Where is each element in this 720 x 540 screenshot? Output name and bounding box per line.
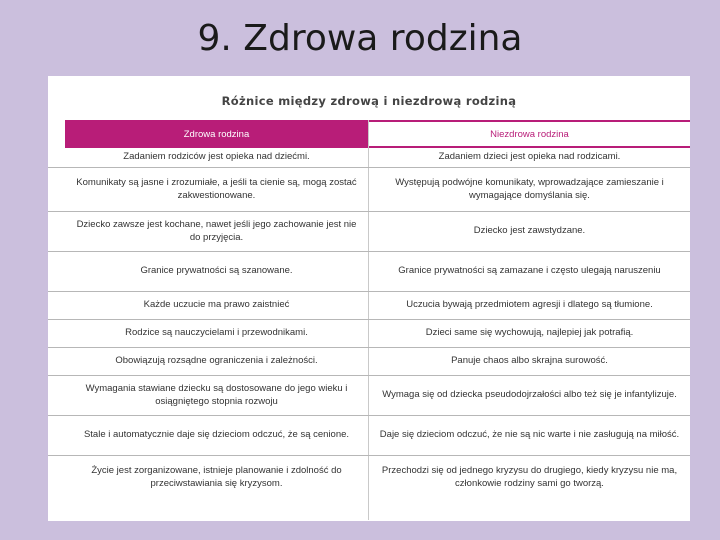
cell-healthy: Wymagania stawiane dziecku są dostosowane do jego wieku i osiągniętego stopnia rozwoju <box>85 382 348 407</box>
table-row <box>48 456 690 500</box>
cell-healthy: Życie jest zorganizowane, istnieje planowanie i zdolność do przeciwstawiania się kryzysom. <box>91 465 342 489</box>
table-row <box>48 252 690 292</box>
header-healthy-family: Zdrowa rodzina <box>65 120 368 148</box>
table-row <box>48 320 690 348</box>
table-header-row <box>48 120 690 148</box>
cell-healthy: Granice prywatności są szanowane. <box>140 265 293 277</box>
cell-healthy: Stale i automatycznie daje się dzieciom odczuć, że są cenione. <box>83 429 350 441</box>
cell-unhealthy: Dzieci same się wychowują, najlepiej jak potrafią. <box>425 327 634 339</box>
table-row <box>48 348 690 376</box>
cell-unhealthy: Zadaniem dzieci jest opieka nad rodzicami. <box>438 151 621 163</box>
table-row <box>48 168 690 212</box>
cell-healthy: Zadaniem rodziców jest opieka nad dziećmi. <box>123 151 310 163</box>
table-row <box>48 292 690 320</box>
cell-healthy: Obowiązują rozsądne ograniczenia i zależności. <box>115 355 318 367</box>
cell-unhealthy: Wymaga się od dziecka pseudodojrzałości albo też się je infantylizuje. <box>382 389 677 401</box>
cell-unhealthy: Granice prywatności są zamazane i często ulegają naruszeniu <box>398 265 661 277</box>
slide-title: 9. Zdrowa rodzina <box>197 18 523 59</box>
header-unhealthy-family: Niezdrowa rodzina <box>369 120 690 148</box>
table-panel <box>48 76 690 521</box>
cell-unhealthy: Występują podwójne komunikaty, wprowadzające zamieszanie i wymagające domyślania się. <box>395 176 664 201</box>
cell-unhealthy: Przechodzi się od jednego kryzysu do drugiego, kiedy kryzysu nie ma, członkowie rodziny sami go tworzą. <box>381 465 678 489</box>
cell-healthy: Dziecko zawsze jest kochane, nawet jeśli jego zachowanie jest nie do przyjęcia. <box>76 218 357 243</box>
cell-unhealthy: Daje się dzieciom odczuć, że nie są nic warte i nie zasługują na miłość. <box>379 429 680 441</box>
cell-healthy: Komunikaty są jasne i zrozumiałe, a jeśli ta cienie są, mogą zostać zakwestionowane. <box>76 176 357 201</box>
cell-healthy: Rodzice są nauczycielami i przewodnikami. <box>125 327 308 339</box>
cell-unhealthy: Uczucia bywają przedmiotem agresji i dlatego są tłumione. <box>406 299 653 311</box>
cell-unhealthy: Panuje chaos albo skrajna surowość. <box>451 355 608 367</box>
table-body <box>48 148 690 500</box>
cell-unhealthy: Dziecko jest zawstydzane. <box>473 225 586 237</box>
table-row <box>48 416 690 456</box>
table-row <box>48 212 690 252</box>
table-heading: Różnice między zdrową i niezdrową rodziną <box>221 94 517 108</box>
table-row <box>48 148 690 168</box>
table-row <box>48 376 690 416</box>
cell-healthy: Każde uczucie ma prawo zaistnieć <box>143 299 290 311</box>
